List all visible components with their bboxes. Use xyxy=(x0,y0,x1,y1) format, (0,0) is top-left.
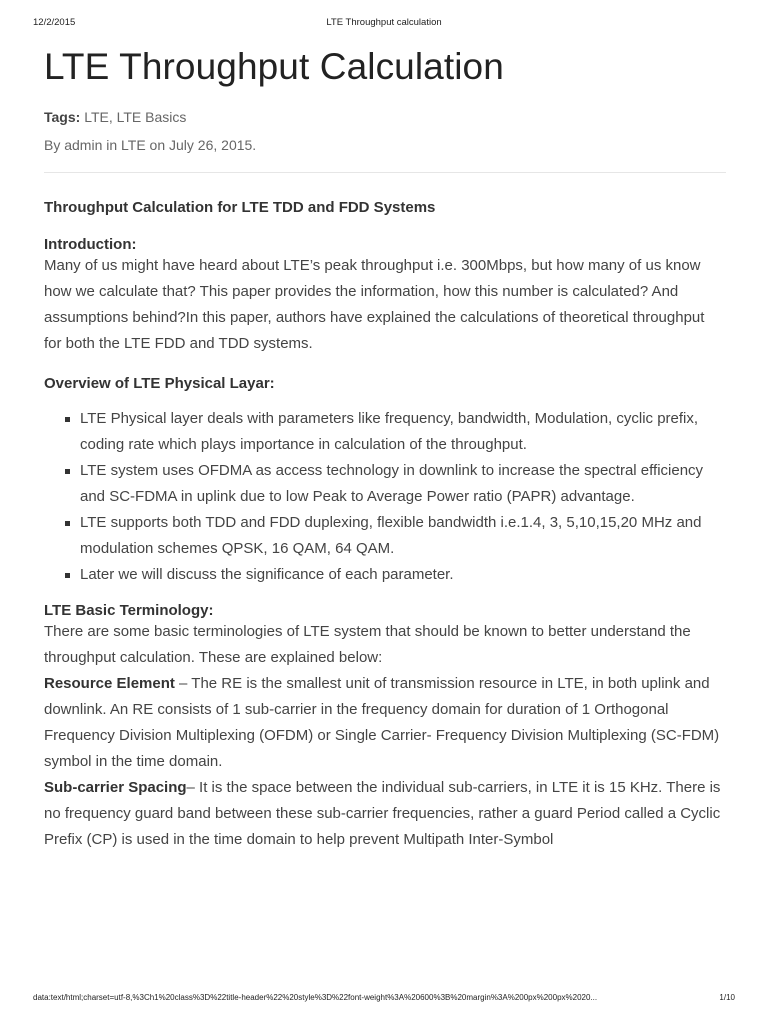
article-subtitle: Throughput Calculation for LTE TDD and FDD Systems xyxy=(44,199,436,216)
terminology-paragraph: There are some basic terminologies of LTE system that should be known to better understand the throughput calculation. These are explained below: xyxy=(44,623,691,666)
print-header xyxy=(33,17,735,31)
subcarrier-spacing-term: Sub-carrier Spacing xyxy=(44,779,187,796)
divider xyxy=(44,172,726,173)
intro-heading: Introduction: xyxy=(44,236,137,253)
article-title: LTE Throughput Calculation xyxy=(44,46,504,87)
resource-element-text: – The RE is the smallest unit of transmission resource in LTE, in both uplink and downlink. An RE consists of 1 sub-carrier in the frequency domain for duration of 1 Orthogonal Frequency Division Multiplexing (OFDM) or Single Carrier- Frequency Division Multiplexing (SC-FDM) symbol in the time domain. xyxy=(44,675,720,770)
byline: By admin in LTE on July 26, 2015. xyxy=(44,137,257,153)
list-item: LTE Physical layer deals with parameters like frequency, bandwidth, Modulation, cyclic prefix, coding rate which plays importance in calculation of the throughput. xyxy=(80,406,726,458)
subcarrier-spacing-paragraph xyxy=(44,775,726,853)
page-number: 1/10 xyxy=(719,993,735,1002)
terminology-heading: LTE Basic Terminology: xyxy=(44,602,214,619)
article xyxy=(44,44,726,853)
overview-list xyxy=(44,406,726,588)
print-url: data:text/html;charset=utf-8,%3Ch1%20class%3D%22title-header%22%20style%3D%22font-weight%3A%20600%3B%20margin%3A%200px%200px%2020... xyxy=(33,993,598,1002)
subcarrier-spacing-text: – It is the space between the individual sub-carriers, in LTE it is 15 KHz. There is no frequency guard band between these sub-carrier frequencies, rather a guard Period called a Cyclic Prefix (CP) is used in the time domain to help prevent Multipath Inter-Symbol xyxy=(44,779,721,848)
tags-list[interactable]: LTE, LTE Basics xyxy=(84,109,187,125)
resource-element-paragraph xyxy=(44,671,726,775)
list-item: Later we will discuss the significance of each parameter. xyxy=(80,562,726,588)
tags-line xyxy=(44,109,726,125)
resource-element-term: Resource Element xyxy=(44,675,175,692)
overview-heading: Overview of LTE Physical Layar: xyxy=(44,375,275,392)
list-item: LTE system uses OFDMA as access technology in downlink to increase the spectral efficiency and SC-FDMA in uplink due to low Peak to Average Power ratio (PAPR) advantage. xyxy=(80,458,726,510)
intro-paragraph: Many of us might have heard about LTE’s peak throughput i.e. 300Mbps, but how many of us know how we calculate that? This paper provides the information, how this number is calculated? And assumptions behind?In this paper, authors have explained the calculations of theoretical throughput for both the LTE FDD and TDD systems. xyxy=(44,257,705,352)
print-date: 12/2/2015 xyxy=(33,17,76,28)
tags-label: Tags: xyxy=(44,109,81,125)
print-page-title: LTE Throughput calculation xyxy=(326,17,442,28)
list-item: LTE supports both TDD and FDD duplexing, flexible bandwidth i.e.1.4, 3, 5,10,15,20 MHz and modulation schemes QPSK, 16 QAM, 64 QAM. xyxy=(80,510,726,562)
